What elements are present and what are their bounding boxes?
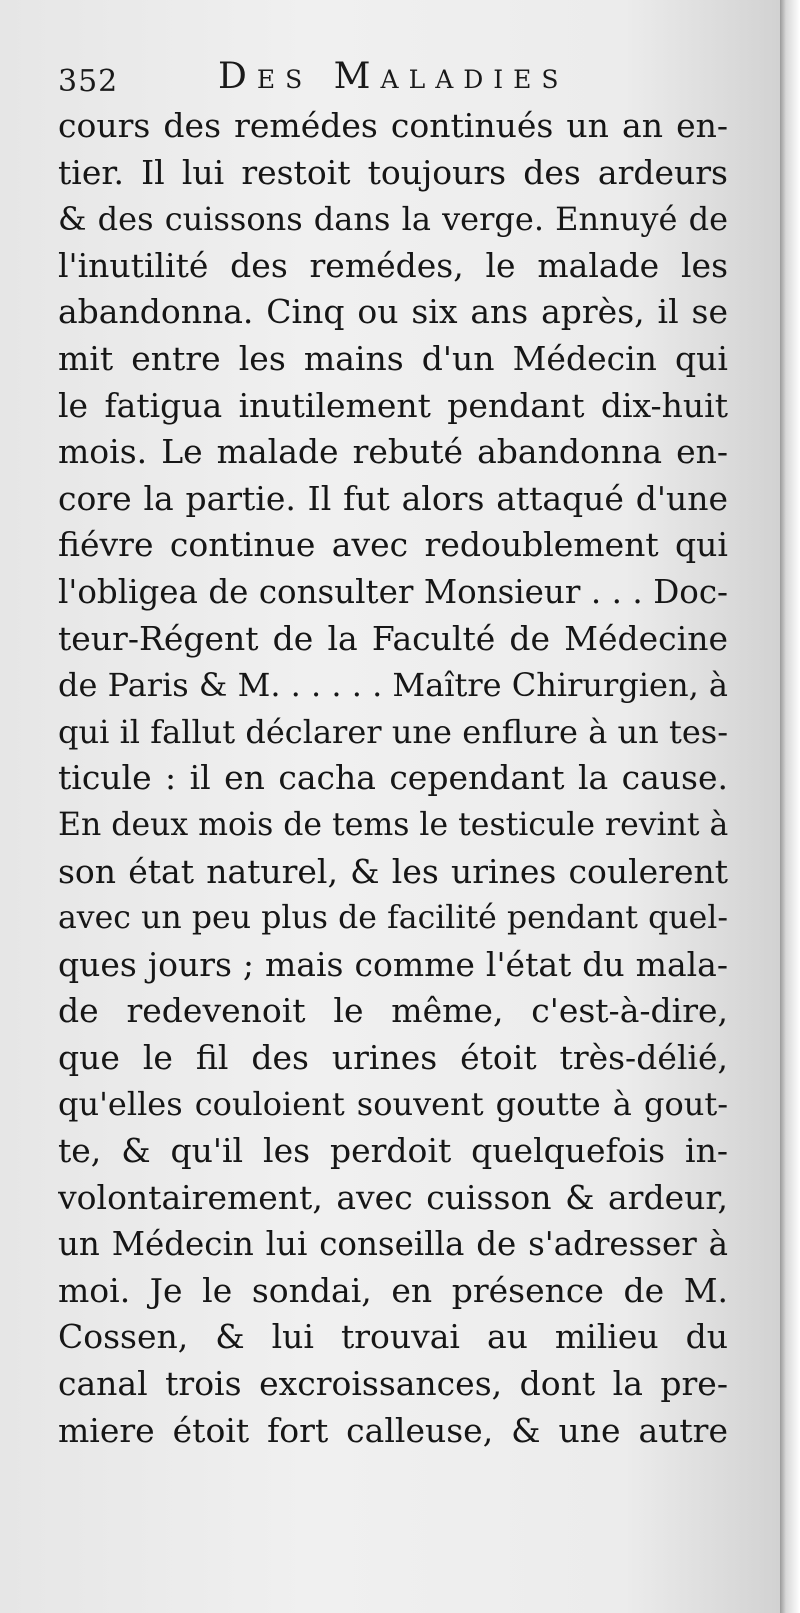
text-line: que le fil des urines étoit très-délié, [58, 1037, 728, 1077]
text-line: un Médecin lui conseilla de s'adresser à [58, 1225, 728, 1264]
text-line: & des cuissons dans la verge. Ennuyé de [58, 200, 728, 239]
text-line: mois. Le malade rebuté abandonna en- [58, 432, 728, 472]
text-line: canal trois excroissances, dont la pre- [58, 1364, 728, 1404]
text-line: de redevenoit le même, c'est-à-dire, [58, 991, 728, 1031]
text-line: l'inutilité des remédes, le malade les [58, 245, 728, 285]
text-line: qui il fallut déclarer une enflure à un tes- [58, 712, 728, 751]
text-line: volontairement, avec cuisson & ardeur, [58, 1177, 728, 1217]
text-line: fiévre continue avec redoublement qui [58, 525, 728, 565]
text-line: avec un peu plus de facilité pendant quel- [58, 900, 728, 937]
text-line: abandonna. Cinq ou six ans après, il se [58, 292, 728, 332]
text-line: son état naturel, & les urines coulerent [58, 851, 728, 891]
text-line: teur-Régent de la Faculté de Médecine [58, 618, 728, 658]
text-line: qu'elles couloient souvent goutte à gout- [58, 1085, 728, 1124]
text-line: de Paris & M. . . . . . Maître Chirurgien, à [58, 666, 728, 705]
text-line: mit entre les mains d'un Médecin qui [58, 338, 728, 378]
page-header [58, 52, 718, 108]
running-title: Des Maladies [218, 56, 569, 97]
text-line: cours des remédes continués un an en- [58, 106, 728, 145]
text-line: te, & qu'il les perdoit quelquefois in- [58, 1131, 728, 1171]
page-edge [780, 0, 800, 1613]
text-line: l'obligea de consulter Monsieur . . . Doc- [58, 572, 728, 611]
text-line: Cossen, & lui trouvai au milieu du [58, 1317, 728, 1357]
text-line: ques jours ; mais comme l'état du mala- [58, 944, 728, 984]
text-line: core la partie. Il fut alors attaqué d'une [58, 478, 728, 518]
text-line: ticule : il en cacha cependant la cause. [58, 758, 728, 798]
body-text [58, 103, 728, 1454]
text-line: tier. Il lui restoit toujours des ardeurs [58, 152, 728, 192]
text-line: En deux mois de tems le testicule revint à [58, 806, 728, 843]
text-line: le fatigua inutilement pendant dix-huit [58, 385, 728, 425]
text-line: moi. Je le sondai, en présence de M. [58, 1270, 728, 1310]
text-line: miere étoit fort calleuse, & une autre [58, 1410, 728, 1450]
page-number: 352 [58, 64, 119, 99]
